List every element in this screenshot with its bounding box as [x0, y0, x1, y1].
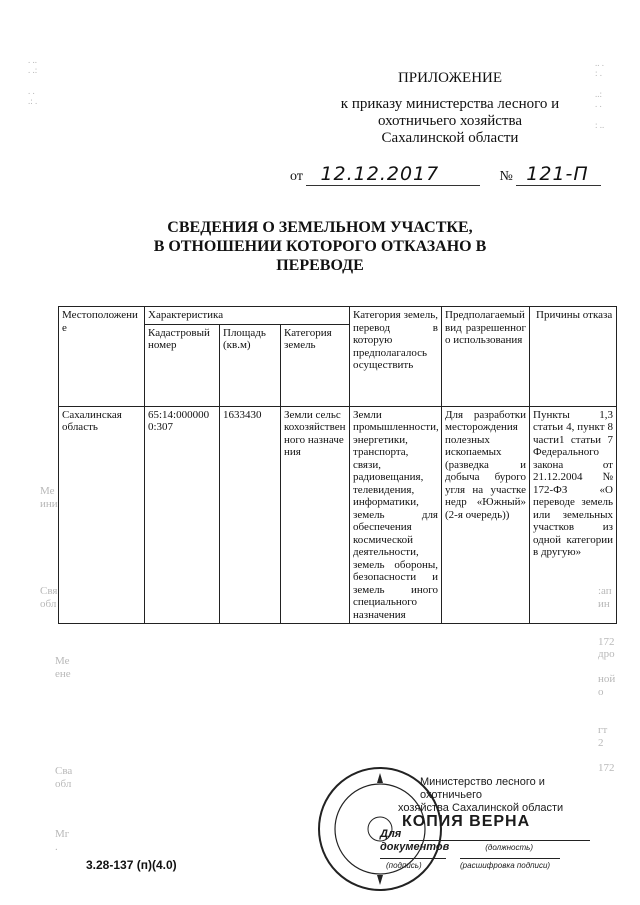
document-code: 3.28-137 (п)(4.0) — [86, 858, 177, 872]
scan-artifact: Ме ене — [55, 655, 71, 680]
land-plot-table — [58, 306, 617, 624]
appendix-header — [300, 70, 600, 147]
stamp-documents-label: документов — [380, 841, 450, 853]
heading-line: В ОТНОШЕНИИ КОТОРОГО ОТКАЗАНО В — [153, 238, 487, 255]
scan-artifact: :ап ин 172 дро ной о гт 2 172 — [598, 585, 616, 774]
header-category: Категория земель — [281, 324, 350, 406]
document-heading — [150, 218, 490, 275]
order-number-handwritten: 121-П — [516, 163, 601, 186]
header-cadastral: Кадастровый номер — [145, 324, 220, 406]
order-number-prefix: № — [499, 169, 513, 184]
stamp-decode-caption: (расшифровка подписи) — [460, 858, 560, 872]
order-date-prefix: от — [290, 169, 303, 184]
cell-area: 1633430 — [220, 406, 281, 624]
stamp-position-caption: (должность) — [485, 843, 534, 852]
scan-artifact: Ме ини — [40, 485, 58, 510]
header-reasons: Причины отказа — [530, 307, 617, 407]
stamp-signature-caption: (подпись) — [380, 858, 446, 872]
order-line — [290, 163, 601, 186]
cell-cadastral: 65:14:0000000:307 — [145, 406, 220, 624]
appendix-title: ПРИЛОЖЕНИЕ — [397, 70, 503, 86]
header-intended-use: Предполагаемый вид разрешенного использования — [442, 307, 530, 407]
heading-line: СВЕДЕНИЯ О ЗЕМЕЛЬНОМ УЧАСТКЕ, — [167, 219, 473, 236]
header-characteristics: Характеристика — [145, 307, 350, 325]
order-date-handwritten: 12.12.2017 — [306, 163, 480, 186]
stamp-ministry-line: хозяйства Сахалинской области — [398, 802, 564, 814]
stamp-ministry-line: Министерство лесного и охотничьего — [420, 776, 545, 801]
scan-artifact: .. . : . ..: . . : .. — [595, 58, 605, 131]
header-area: Площадь (кв.м) — [220, 324, 281, 406]
stamp-copy-correct: КОПИЯ ВЕРНА — [402, 813, 531, 830]
appendix-line: охотничьего хозяйства — [377, 113, 523, 129]
scan-artifact: . .. . .: . . .: . — [28, 55, 38, 107]
stamp-for-label: Для — [380, 828, 402, 840]
header-target-category: Категория земель, перевод в которую предполагалось осуществить — [350, 307, 442, 407]
scan-artifact: Сва обл — [55, 765, 73, 790]
scan-artifact: Мг . — [55, 828, 70, 853]
cell-reasons: Пункты 1,3 статьи 4, пункт 8 части1 статьи 7 Федерального закона от 21.12.2004 № 172-ФЗ «О переводе земель или земельных участков из одной категории в другую» — [530, 406, 617, 624]
appendix-line: к приказу министерства лесного и — [340, 96, 560, 112]
heading-line: ПЕРЕВОДЕ — [276, 257, 364, 274]
cell-target-category: Земли промышленности, энергетики, транспорта, связи, радиовещания, телевидения, информатики, земель для обеспечения космической деятельности, земель обороны, безопасности и земель иного специального назначения — [350, 406, 442, 624]
stamp-position-line — [409, 828, 590, 841]
appendix-line: Сахалинской области — [381, 130, 519, 146]
cell-location: Сахалинская область — [59, 406, 145, 624]
header-location: Местоположение — [59, 307, 145, 407]
cell-category: Земли сельскохозяйственного назначения — [281, 406, 350, 624]
scan-artifact: Свя обл — [40, 585, 58, 610]
certification-stamp — [380, 776, 590, 872]
cell-intended-use: Для разработки месторождения полезных ископаемых (разведка и добыча бурого угля на участке недр «Южный» (2-я очередь)) — [442, 406, 530, 624]
